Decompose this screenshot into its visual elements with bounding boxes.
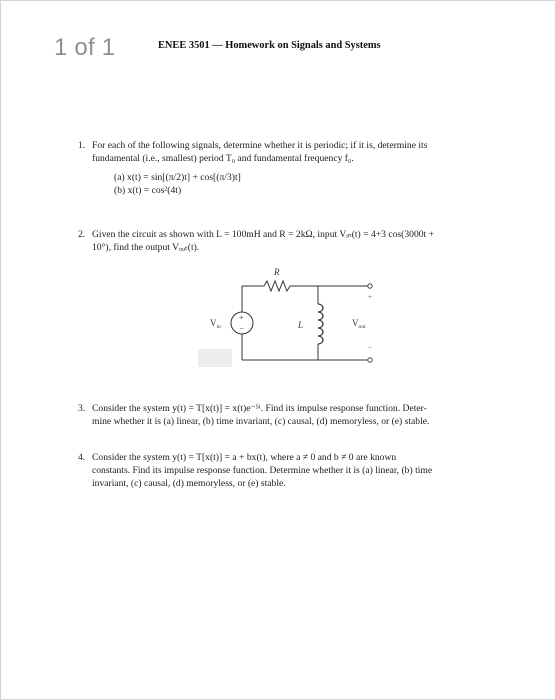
problem-text-line: 10°), find the output Vₒᵤₜ(t). <box>92 242 200 253</box>
problem-text-line: invariant, (c) causal, (d) memoryless, or (e) stable. <box>92 478 286 489</box>
problem-number: 2. <box>78 229 86 240</box>
resistor-symbol <box>264 281 290 291</box>
page-indicator: 1 of 1 <box>54 34 116 61</box>
problem-number: 1. <box>78 140 86 151</box>
output-minus-sign: − <box>368 344 372 352</box>
problem-2 <box>78 228 488 254</box>
output-terminal-top <box>368 284 372 288</box>
problem-3 <box>78 402 488 428</box>
output-terminal-bottom <box>368 358 372 362</box>
input-voltage-label: $V_{in}$ <box>210 318 221 330</box>
document-title: ENEE 3501 — Homework on Signals and Systems <box>158 40 381 51</box>
inductor-symbol <box>318 304 323 344</box>
problem-text-line: constants. Find its impulse response function. Determine whether it is (a) linear, (b) time <box>92 465 433 476</box>
problem-text-line: fundamental (i.e., smallest) period T₀ and fundamental frequency f₀. <box>92 153 354 164</box>
problem-number: 4. <box>78 452 86 463</box>
problem-1 <box>78 139 488 197</box>
problem-part-b: (b) x(t) = cos²(4t) <box>114 185 182 196</box>
problem-part-a: (a) x(t) = sin[(π/2)t] + cos[(π/3)t] <box>114 172 241 183</box>
problem-text-line: For each of the following signals, determine whether it is periodic; if it is, determine its <box>92 140 428 151</box>
inductor-label: L <box>298 320 304 330</box>
problem-number: 3. <box>78 403 86 414</box>
problem-text-line: Consider the system y(t) = T[x(t)] = x(t)e⁻⁵ᵗ. Find its impulse response function. Deter- <box>92 403 427 414</box>
grey-patch <box>198 349 232 367</box>
output-voltage-label: $V_{out}$ <box>352 318 366 330</box>
resistor-label: R <box>274 267 280 277</box>
problem-text-line: mine whether it is (a) linear, (b) time invariant, (c) causal, (d) memoryless, or (e) stable. <box>92 416 430 427</box>
problem-4 <box>78 451 488 490</box>
output-plus-sign: + <box>368 293 372 301</box>
problem-text-line: Given the circuit as shown with L = 100mH and R = 2kΩ, input Vᵢₙ(t) = 4+3 cos(3000t + <box>92 229 435 240</box>
source-minus-sign: − <box>239 324 245 333</box>
source-plus-sign: + <box>239 313 244 322</box>
problem-text-line: Consider the system y(t) = T[x(t)] = a + bx(t), where a ≠ 0 and b ≠ 0 are known <box>92 452 397 463</box>
